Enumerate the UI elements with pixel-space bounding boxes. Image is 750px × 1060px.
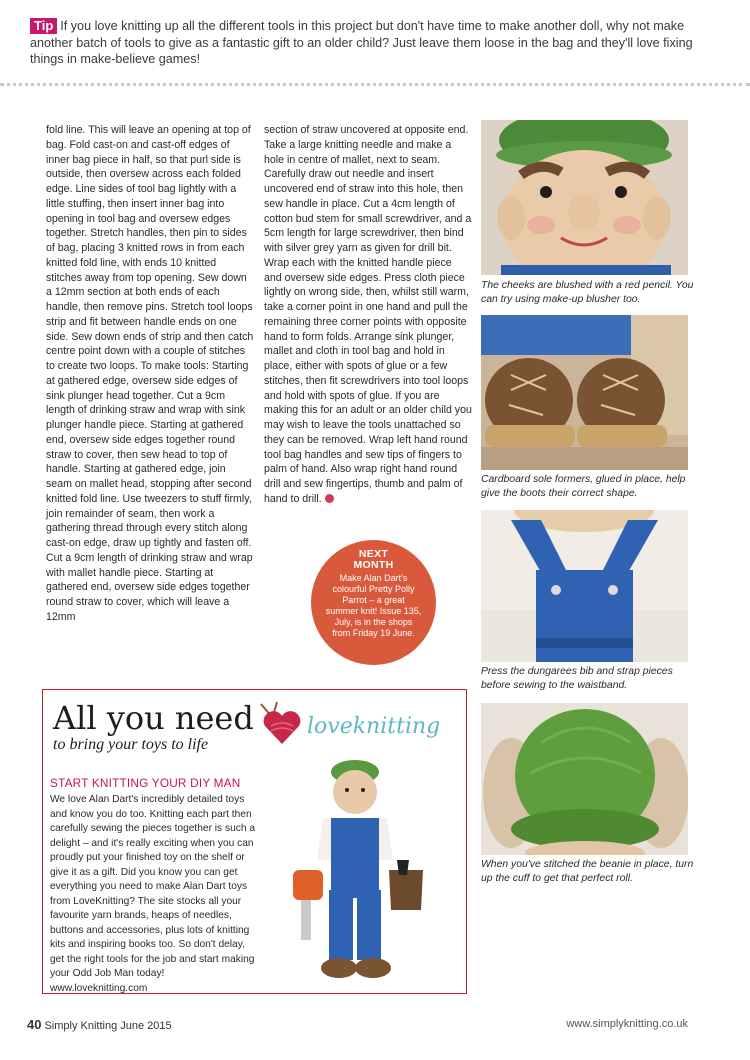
- caption-dungarees: Press the dungarees bib and strap pieces before sewing to the waistband.: [481, 666, 673, 691]
- all-you-need-box: [42, 689, 467, 994]
- doll-illustration: [293, 750, 433, 990]
- tip-badge: Tip: [30, 18, 57, 34]
- next-month-badge: [311, 540, 436, 665]
- yarn-heart-icon: [257, 698, 307, 748]
- photo-doll-face: [481, 120, 688, 275]
- tip-box: [30, 18, 720, 68]
- page-number: 40: [27, 1017, 42, 1032]
- tip-text: If you love knitting up all the different tools in this project but don't have time to make another doll, why not make another batch of tools to give as a fantastic gift to an older child? Just leave them loose in the bag and they'll love fixing things in make-believe games!: [30, 19, 693, 66]
- loveknitting-wordmark: loveknitting: [307, 714, 441, 739]
- column-2-text: section of straw uncovered at opposite end. Take a large knitting needle and make a hole in centre of mallet, next to seam. Carefully draw out needle and insert uncovered end of straw into this hole, then sew handle in place. Cut a 4cm length of cotton bud stem for small screwdriver, and a 5cm length for large screwdriver, then bind with silver grey yarn as given for drill bit. Wrap each with the knitted handle piece and oversew side edges. Press cloth piece lightly on wrong side, then, whilst still warm, take a corner point in one hand and pull the remaining three corner points with opposite hand to form folds. Arrange sink plunger, mallet and cloth in tool bag and hold in place, either with spots of glue or a few stitches, then fit screwdrivers into tool loops and hold with spots of glue. If you are making this for an adult or an older child you may wish to leave the tools unattached so they can be removed. Wrap left hand round tool bag handles and sew tips of fingers to palm of hand. Also wrap right hand round drill and sew fingertips, thumb and palm of hand to drill.: [264, 124, 472, 505]
- box-title: All you need: [53, 699, 254, 737]
- magazine-issue: Simply Knitting June 2015: [44, 1020, 172, 1032]
- caption-boots: Cardboard sole formers, glued in place, help give the boots their correct shape.: [481, 474, 686, 499]
- caption-beanie: When you've stitched the beanie in place, turn up the cuff to get that perfect roll.: [481, 859, 694, 884]
- box-subtitle: to bring your toys to life: [53, 736, 209, 753]
- box-heading: START KNITTING YOUR DIY MAN: [50, 776, 241, 790]
- box-text: We love Alan Dart's incredibly detailed toys and know you do too. Knitting each part then carefully sewing the pieces together is such a delight – and it's really exciting when you can proudly put your finished toy on the shelf or give it as a gift. Did you know you can get everything you need to make Alan Dart toys from LoveKnitting? The site stocks all your favourite yarn brands, heaps of needles, buttons and accessories, plus lots of knitting kits and inspiring books too. So don't delay, get the right tools for the job and start making your Odd Job Man today! www.loveknitting.com: [50, 794, 255, 994]
- dotted-divider: [0, 83, 750, 86]
- loveknitting-logo: [257, 698, 441, 753]
- photo-doll-dungarees: [481, 510, 688, 662]
- column-2-paragraph: [264, 123, 472, 507]
- next-month-heading-1: NEXT: [358, 548, 389, 560]
- column-1-text: fold line. This will leave an opening at top of bag. Fold cast-on and cast-off edges of inner bag piece in half, so that purl side is outside, then oversew across each folded edge. Line sides of tool bag lightly with a little stuffing, then insert inner bag into opening in tool bag and oversew edges together. Stretch handles, then pin to sides of bag, placing 3 knitted rows in from each knitted fold line, with ends 10 knitted stitches away from top opening. Sew down a 12mm section at both ends of each handle, then remove pins. Stretch tool loops strip and fit between handle ends on one side. Sew down ends of strip and then catch centre point down with a couple of stitches to create two loops. To make tools: Starting at gathered edge, oversew side edges of sink plunger head together. Cut a 9cm length of drinking straw and wrap with sink plunger handle piece. Starting at gathered end, oversew side edges together round straw to cover, then sew head to top of handle. Starting at gathered edge, join seam on mallet head, stopping after second knitted fold line. Use tweezers to stuff firmly, join remainder of seam, then work a gathering thread through every stitch along cast-on edge, draw up tightly and fasten off. Cut a 9cm length of drinking straw and wrap with mallet handle piece. Starting at gathered end, oversew side edges together round straw to cover, which will leave a 12mm: [46, 124, 254, 623]
- photo-doll-beanie: [481, 703, 688, 855]
- next-month-text: Make Alan Dart's colourful Pretty Polly Parrot – a great summer knit! Issue 135, July, is in the shops from Friday 19 June.: [325, 573, 422, 638]
- next-month-heading-2: MONTH: [353, 559, 394, 571]
- caption-cheeks: The cheeks are blushed with a red pencil. You can try using make-up blusher too.: [481, 280, 694, 305]
- footer-website[interactable]: www.simplyknitting.co.uk: [566, 1018, 688, 1030]
- end-mark-icon: [325, 494, 334, 503]
- photo-doll-boots: [481, 315, 688, 470]
- article-column-1: [46, 123, 254, 625]
- footer-page-info: [27, 1017, 172, 1032]
- article-column-2: [264, 123, 472, 507]
